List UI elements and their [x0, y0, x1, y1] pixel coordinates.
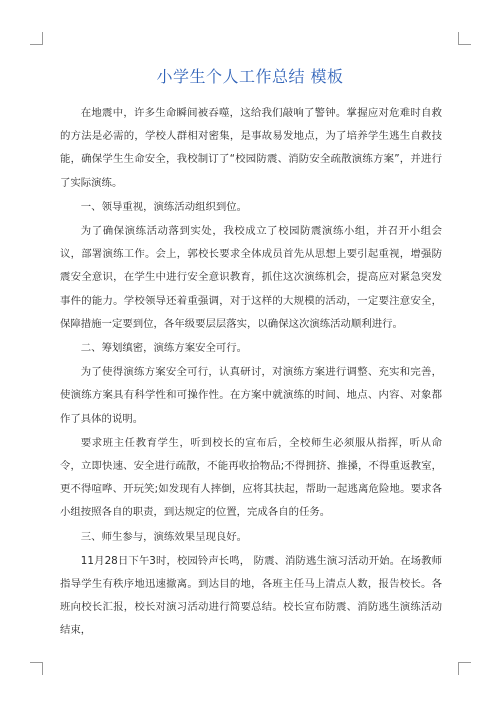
paragraph-section-1: 为了确保演练活动落到实处，我校成立了校园防震演练小组，并召开小组会议，部署演练工作。会上，郭校长要求全体成员首先从思想上要引起重视，增强防震安全意识，在学生中进行安全意识教育，抓住这次演练机会，提高应对紧急突发事件的能力。学校领导还着重强调，对于这样的大规模的活动，一定要注意安全，保障措施一定要到位，各年级要层层落实，以确保这次演练活动顺利进行。: [60, 225, 442, 330]
paragraph-section-2b: 要求班主任教育学生，听到校长的宣布后，全校师生必须服从指挥，听从命令，立即快速、安全进行疏散，不能再收拾物品;不得拥挤、推搡，不得重返教室，更不得喧哗、开玩笑;如发现有人摔倒，应将其扶起，帮助一起逃离危险地。要求各小组按照各自的职责，到达规定的位置，完成各自的任务。: [60, 436, 442, 519]
section-heading-1: 一、领导重视，演练活动组织到位。: [80, 200, 248, 213]
section-heading-3: 三、师生参与，演练效果呈现良好。: [80, 530, 248, 543]
paragraph-section-3: 11月28日下午3时，校园铃声长鸣， 防震、消防逃生演习活动开始。在场教师指导学生有秩序地迅速撤离。到达目的地，各班主任马上清点人数，报告校长。各班向校长汇报，校长对演习活动进行简要总结。校长宣布防震、消防逃生演练活动结束，: [60, 554, 442, 637]
paragraph-intro: 在地震中，许多生命瞬间被吞噬，这给我们敲响了警钟。掌握应对危难时自救的方法是必需的，学校人群相对密集，是事故易发地点，为了培养学生逃生自救技能，确保学生生命安全，我校制订了“校园防震、消防安全疏散演练方案”，并进行了实际演练。: [60, 107, 442, 189]
crop-mark-bottom-left: [30, 662, 43, 675]
document-body: [60, 102, 442, 644]
paragraph-section-2a: 为了使得演练方案安全可行，认真研讨，对演练方案进行调整、充实和完善，使演练方案具有科学性和可操作性。在方案中就演练的时间、地点、内容、对象都作了具体的说明。: [60, 366, 442, 425]
document-title: 小学生个人工作总结 模板: [156, 67, 344, 86]
crop-mark-bottom-right: [458, 662, 471, 675]
crop-mark-top-right: [458, 32, 471, 45]
section-heading-2: 二、筹划缜密，演练方案安全可行。: [80, 342, 248, 355]
crop-mark-top-left: [30, 32, 43, 45]
